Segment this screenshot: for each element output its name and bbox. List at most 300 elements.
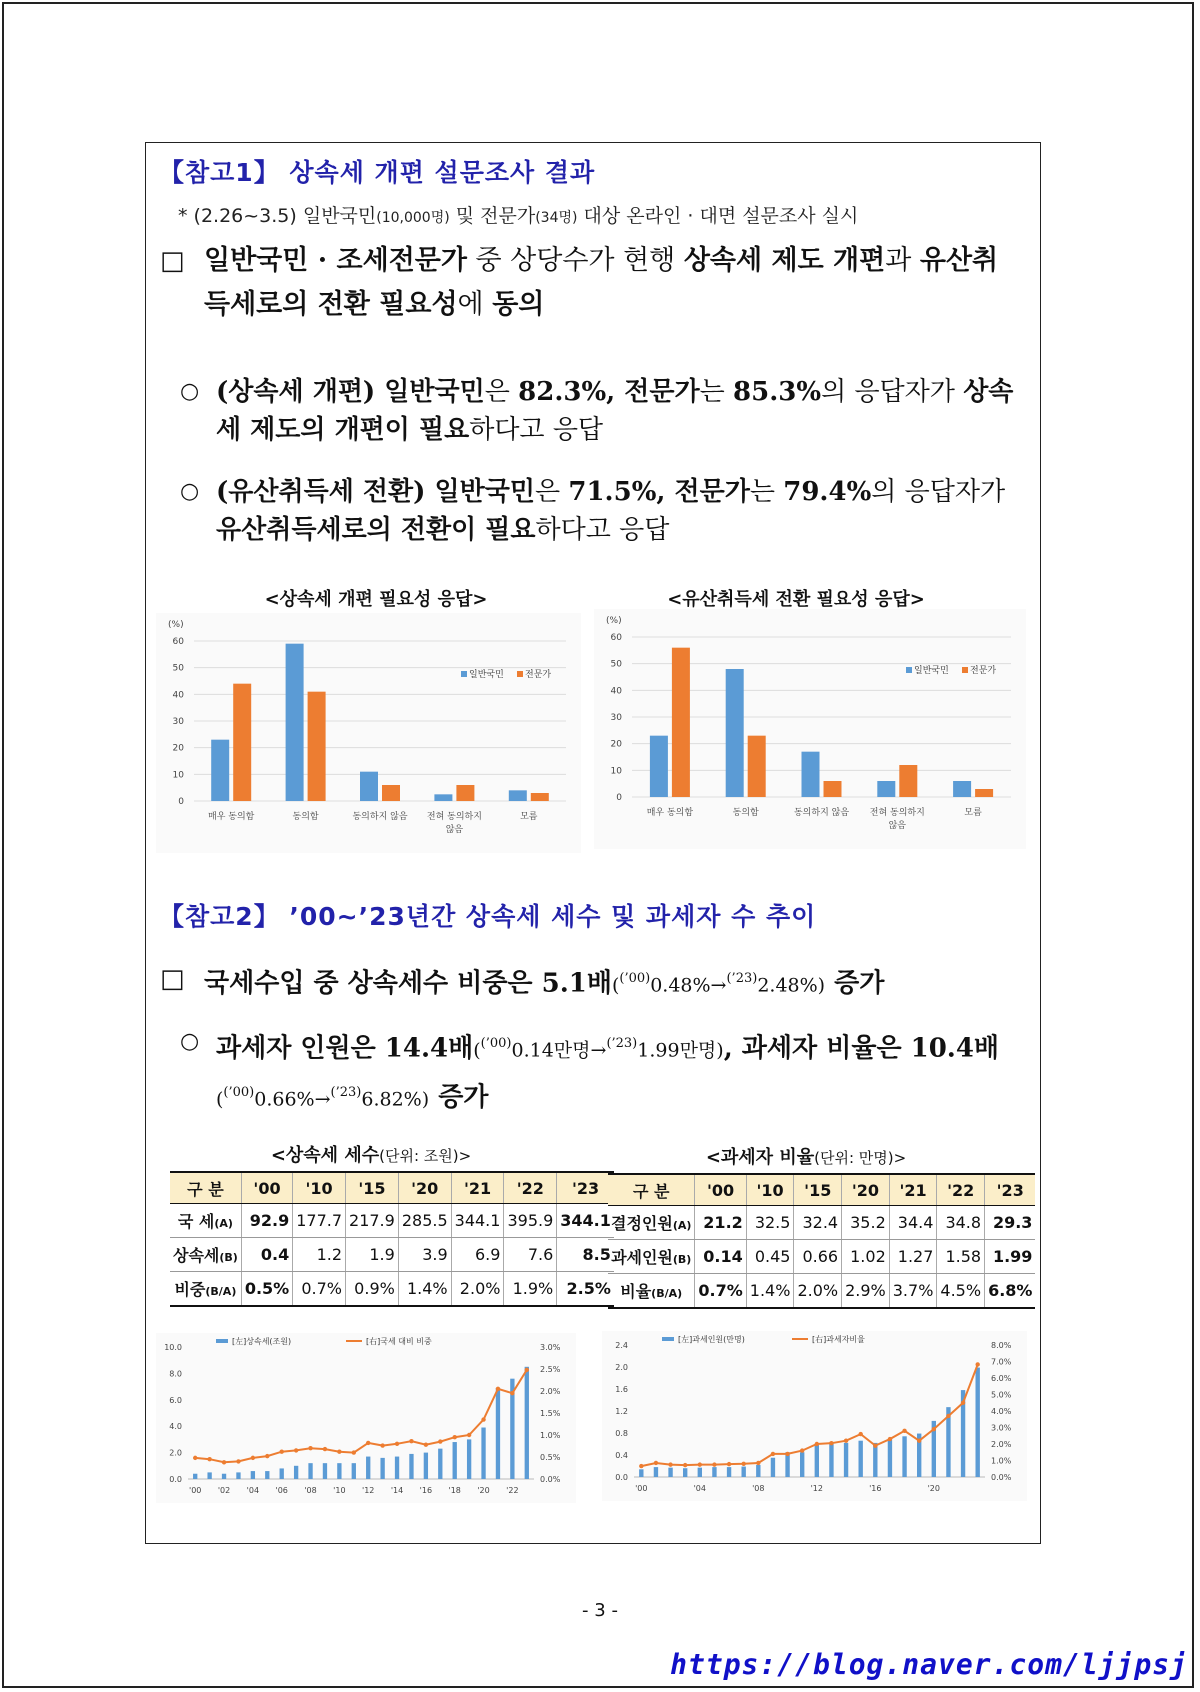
bar-일반국민	[877, 781, 895, 797]
y-unit-label: (%)	[606, 616, 622, 626]
bar	[337, 1463, 341, 1479]
bar	[323, 1463, 327, 1479]
line-point	[438, 1439, 442, 1443]
bar	[902, 1436, 906, 1477]
bar-일반국민	[953, 781, 971, 797]
table-cell: 2.0%	[451, 1272, 504, 1307]
x-tick-label: 매우 동의함	[646, 808, 694, 818]
line-point	[481, 1417, 485, 1421]
line-point	[975, 1362, 979, 1366]
table-cell: 1.9%	[504, 1272, 557, 1307]
ref2-title: 【참고2】 ’00~’23년간 상속세 세수 및 과세자 수 추이	[159, 902, 817, 931]
table-row	[170, 1272, 614, 1307]
main-b3: 유산취득세로의 전환 필요성	[204, 245, 999, 320]
x-tick-label: 동의함	[292, 812, 319, 822]
s1-t3: 의 응답자가	[821, 377, 964, 407]
line-point	[654, 1461, 658, 1465]
y-tick-label: 50	[610, 659, 622, 670]
main-t2: 과	[885, 245, 920, 276]
x-tick-label: '18	[448, 1486, 461, 1495]
y-tick-label: 40	[610, 686, 622, 697]
r2-main-v1: 0.48%→	[650, 974, 727, 997]
bar	[496, 1388, 500, 1479]
line-point	[639, 1464, 643, 1468]
y-right-tick: 7.0%	[991, 1357, 1012, 1367]
line-point	[756, 1461, 760, 1465]
x-tick-label: '04	[246, 1486, 260, 1495]
y-right-tick: 1.0%	[540, 1431, 561, 1440]
s2-t3: 의 응답자가	[871, 477, 1006, 507]
r2-sub-v1: 0.14만명→	[511, 1039, 607, 1062]
y-left-tick: 2.0	[615, 1363, 628, 1372]
table-cell: 34.4	[889, 1206, 937, 1240]
main-t3: 에	[457, 289, 493, 320]
r2-sub-s4: (’23)	[330, 1084, 362, 1100]
y-left-tick: 2.4	[615, 1341, 628, 1350]
table-header: '23	[985, 1174, 1036, 1206]
bar	[352, 1463, 356, 1479]
bar	[800, 1452, 804, 1477]
x-tick-label: '22	[506, 1486, 519, 1495]
table-header: '10	[293, 1172, 346, 1204]
legend-label: [右]과세자비율	[812, 1335, 865, 1344]
r2-sub-p2: (	[216, 1088, 224, 1111]
table-cell: 0.9%	[346, 1272, 399, 1307]
y-right-tick: 1.0%	[991, 1456, 1012, 1466]
bar	[193, 1474, 197, 1479]
main-b1: 일반국민 · 조세전문가	[204, 245, 467, 276]
line-point	[308, 1446, 312, 1450]
table-cell: 1.27	[889, 1240, 937, 1274]
table2-title	[586, 1143, 1026, 1169]
s2-t1: 은	[534, 477, 569, 507]
table-header: '15	[794, 1174, 842, 1206]
table-cell: 92.9	[241, 1204, 292, 1238]
line-point	[741, 1462, 745, 1466]
y-right-tick: 3.0%	[991, 1423, 1012, 1433]
chart1-title: <상속세 개편 필요성 응답>	[264, 589, 488, 610]
table-cell: 34.8	[937, 1206, 985, 1240]
x-tick-label: 모름	[520, 812, 538, 822]
table-header: '21	[451, 1172, 504, 1204]
bar	[308, 1463, 312, 1479]
bar	[294, 1466, 298, 1479]
bar-일반국민	[286, 644, 304, 801]
tax-revenue-trend-chart	[156, 1333, 576, 1503]
s2-b4: 유산취득세로의 전환이 필요	[216, 515, 536, 545]
r2-sub-v3: 0.66%→	[254, 1088, 331, 1111]
table-header: '23	[557, 1172, 614, 1204]
x-tick-label: '08	[752, 1484, 765, 1493]
y-tick-label: 60	[610, 633, 622, 643]
y-right-tick: 6.0%	[991, 1374, 1012, 1383]
line-point	[294, 1448, 298, 1452]
s1-b2: 82.3%, 전문가	[518, 377, 700, 407]
bar-전문가	[382, 785, 400, 801]
row-label: 과세인원(B)	[608, 1240, 695, 1274]
bar	[525, 1367, 529, 1479]
y-left-tick: 8.0	[169, 1369, 182, 1379]
line-point	[395, 1442, 399, 1446]
line-point	[323, 1447, 327, 1451]
x-tick-label: '16	[869, 1484, 882, 1493]
x-tick-label: 않음	[445, 825, 464, 835]
table-cell: 0.66	[794, 1240, 842, 1274]
line-point	[222, 1460, 226, 1464]
line-point	[727, 1462, 731, 1466]
bar	[858, 1441, 862, 1477]
legend-swatch	[216, 1339, 228, 1343]
blog-url[interactable]: https://blog.naver.com/ljjpsj	[670, 1648, 1188, 1681]
table-cell: 29.3	[985, 1206, 1036, 1240]
bar	[222, 1474, 226, 1479]
x-tick-label: '14	[390, 1486, 404, 1495]
table-header: 구 분	[608, 1174, 695, 1206]
line-point	[453, 1435, 457, 1439]
ratio-line	[641, 1364, 977, 1466]
bar-전문가	[531, 793, 549, 801]
x-tick-label: '10	[333, 1486, 346, 1495]
y-right-tick: 2.5%	[540, 1365, 561, 1374]
note-a: (10,000명)	[376, 210, 450, 226]
y-right-tick: 4.0%	[991, 1407, 1012, 1416]
table2-unit: (단위: 만명)>	[814, 1149, 907, 1167]
y-right-tick: 1.5%	[540, 1409, 561, 1418]
x-tick-label: 않음	[888, 821, 906, 831]
legend-label: [左]과세인원(만명)	[678, 1335, 745, 1344]
table-cell: 0.14	[695, 1240, 746, 1274]
y-left-tick: 1.2	[615, 1407, 628, 1416]
s2-t2: 는	[749, 477, 784, 507]
ref2-sub-point	[216, 1023, 1031, 1120]
table2-title-text: <과세자 비율	[705, 1147, 815, 1168]
line-point	[265, 1454, 269, 1458]
s1-b4: 상속세 제도의 개편이 필요	[216, 377, 1014, 445]
line-point	[946, 1414, 950, 1418]
note-b: (34명)	[535, 210, 578, 226]
bar	[712, 1467, 716, 1477]
square-bullet: □	[160, 964, 185, 994]
row-label: 비중(B/A)	[170, 1272, 241, 1307]
page-number: - 3 -	[582, 1600, 618, 1621]
line-point	[932, 1427, 936, 1431]
taxpayer-trend-chart	[602, 1331, 1027, 1501]
row-label: 국 세(A)	[170, 1204, 241, 1238]
table-row	[608, 1274, 1035, 1309]
table-cell: 35.2	[842, 1206, 890, 1240]
r2-sub-b4: 증가	[429, 1082, 489, 1113]
bar	[815, 1445, 819, 1477]
table-header: '21	[889, 1174, 937, 1206]
s2-t4: 하다고 응답	[535, 515, 670, 545]
x-tick-label: '04	[693, 1484, 707, 1493]
x-tick-label: '16	[419, 1486, 433, 1495]
ref1-sub-point-2	[216, 473, 1031, 549]
s1-t2: 는	[699, 377, 734, 407]
y-right-tick: 2.0%	[540, 1387, 561, 1396]
circle-bullet: ○	[180, 379, 200, 404]
main-b4: 동의	[492, 289, 545, 320]
table-cell: 1.02	[842, 1240, 890, 1274]
legend-label: 일반국민	[469, 670, 504, 680]
inheritance-tax-revenue-table	[170, 1171, 614, 1307]
x-tick-label: '20	[927, 1484, 941, 1493]
r2-main-b2: 증가	[825, 968, 885, 999]
x-tick-label: 모름	[964, 808, 982, 818]
line-point	[193, 1456, 197, 1460]
bar-전문가	[899, 765, 917, 797]
y-tick-label: 20	[610, 739, 622, 750]
row-label: 결정인원(A)	[608, 1206, 695, 1240]
bar	[888, 1439, 892, 1477]
bar	[844, 1443, 848, 1477]
x-tick-label: 동의함	[732, 808, 759, 818]
table-cell: 0.5%	[241, 1272, 292, 1307]
line-point	[380, 1443, 384, 1447]
y-right-tick: 3.0%	[540, 1343, 561, 1352]
table-cell: 1.4%	[746, 1274, 794, 1309]
line-point	[207, 1457, 211, 1461]
x-tick-label: '20	[477, 1486, 490, 1495]
table-cell: 0.7%	[293, 1272, 346, 1307]
bar-전문가	[672, 648, 690, 797]
line-point	[917, 1439, 921, 1443]
legend-swatch	[962, 667, 968, 673]
x-tick-label: '02	[217, 1486, 231, 1495]
y-left-tick: 0.4	[615, 1451, 628, 1460]
r2-sub-v4: 6.82%)	[361, 1088, 430, 1111]
s1-t1: 은	[484, 377, 519, 407]
legend-swatch	[517, 671, 523, 677]
y-left-tick: 0.0	[615, 1473, 628, 1482]
legend-label: 전문가	[970, 666, 997, 676]
bar	[236, 1472, 240, 1479]
row-label: 비율(B/A)	[608, 1274, 695, 1309]
legend-swatch	[461, 671, 467, 677]
line-point	[815, 1442, 819, 1446]
table-cell: 2.9%	[842, 1274, 890, 1309]
bar-전문가	[975, 789, 993, 797]
circle-bullet: ○	[180, 479, 200, 504]
legend-label: [右]국세 대비 비중	[366, 1337, 432, 1346]
y-left-tick: 0.0	[169, 1475, 182, 1484]
table-cell: 1.2	[293, 1238, 346, 1272]
table-cell: 217.9	[346, 1204, 399, 1238]
r2-main-s1: (’00)	[619, 971, 651, 986]
table-header: '20	[398, 1172, 451, 1204]
line-point	[510, 1391, 514, 1395]
bar-전문가	[824, 781, 842, 797]
s2-b1: (유산취득세 전환) 일반국민	[216, 477, 535, 507]
row-label: 상속세(B)	[170, 1238, 241, 1272]
legend-swatch	[906, 667, 912, 673]
r2-main-s2: (’23)	[726, 971, 758, 986]
table-cell: 344.1	[451, 1204, 504, 1238]
table-cell: 2.0%	[794, 1274, 842, 1309]
y-tick-label: 0	[616, 793, 622, 803]
bar	[438, 1449, 442, 1479]
table-cell: 8.5	[557, 1238, 614, 1272]
bar	[975, 1368, 979, 1477]
y-tick-label: 60	[172, 637, 184, 647]
bar	[409, 1454, 413, 1479]
y-tick-label: 10	[610, 766, 622, 777]
table-header: '20	[842, 1174, 890, 1206]
bar	[639, 1469, 643, 1477]
y-tick-label: 50	[172, 663, 184, 674]
table-cell: 1.58	[937, 1240, 985, 1274]
bar	[741, 1467, 745, 1477]
table-row	[170, 1204, 614, 1238]
s1-t4: 하다고 응답	[469, 415, 604, 445]
bar	[756, 1465, 760, 1477]
r2-sub-b3: 10.4배	[910, 1033, 1000, 1064]
circle-bullet: ○	[180, 1029, 200, 1054]
table-cell: 3.7%	[889, 1274, 937, 1309]
table-cell: 32.5	[746, 1206, 794, 1240]
line-point	[771, 1452, 775, 1456]
x-tick-label: '12	[810, 1484, 824, 1493]
bar	[654, 1467, 658, 1477]
bar	[366, 1457, 370, 1479]
y-tick-label: 10	[172, 770, 184, 781]
y-unit-label: (%)	[168, 620, 184, 630]
bar	[207, 1472, 211, 1479]
bar-일반국민	[211, 740, 229, 801]
table-header: '00	[241, 1172, 292, 1204]
line-point	[280, 1450, 284, 1454]
reference-box	[145, 142, 1041, 1544]
r2-sub-s2: (’23)	[606, 1036, 638, 1051]
bar-전문가	[748, 736, 766, 797]
note-suffix: 대상 온라인 · 대면 설문조사 실시	[583, 205, 859, 227]
s1-b3: 85.3%	[733, 377, 822, 407]
line-point	[829, 1441, 833, 1445]
table1-title	[166, 1141, 576, 1167]
table-cell: 6.8%	[985, 1274, 1036, 1309]
legend-swatch	[662, 1337, 674, 1341]
bar	[265, 1471, 269, 1479]
table-cell: 0.4	[241, 1238, 292, 1272]
table-cell: 21.2	[695, 1206, 746, 1240]
note-mid: 및 전문가	[455, 205, 536, 227]
table1-title-text: <상속세 세수	[270, 1145, 380, 1166]
y-right-tick: 8.0%	[991, 1341, 1012, 1350]
y-left-tick: 0.8	[615, 1429, 628, 1438]
bar-일반국민	[509, 790, 527, 801]
bar	[453, 1442, 457, 1479]
table-header: '22	[937, 1174, 985, 1206]
ref2-main-point	[204, 957, 1024, 1008]
x-tick-label: '06	[275, 1486, 288, 1495]
line-point	[873, 1443, 877, 1447]
table-header: '00	[695, 1174, 746, 1206]
r2-main-v2: 2.48%)	[757, 974, 826, 997]
bar-일반국민	[802, 752, 820, 797]
bar-일반국민	[726, 669, 744, 797]
legend-label: 전문가	[525, 670, 552, 680]
line-point	[712, 1462, 716, 1466]
bar	[481, 1428, 485, 1479]
main-b2: 상속세 제도 개편	[683, 245, 886, 276]
s2-b3: 79.4%	[783, 477, 872, 507]
y-tick-label: 20	[172, 743, 184, 754]
y-left-tick: 10.0	[164, 1343, 182, 1352]
table-cell: 395.9	[504, 1204, 557, 1238]
table1-unit: (단위: 조원)>	[379, 1147, 472, 1165]
line-point	[467, 1433, 471, 1437]
ref1-main-point	[204, 239, 1024, 327]
y-tick-label: 30	[172, 717, 184, 727]
x-tick-label: '12	[362, 1486, 375, 1495]
survey-chart-transition	[594, 609, 1026, 849]
r2-sub-b1: 과세자 인원은 14.4배	[216, 1033, 474, 1064]
line-point	[337, 1450, 341, 1454]
bar	[683, 1468, 687, 1477]
ref1-sub-point-1	[216, 373, 1031, 449]
bar-일반국민	[434, 794, 452, 801]
table-cell: 344.1	[557, 1204, 614, 1238]
bar-일반국민	[360, 772, 378, 801]
legend-label: [左]상속세(조원)	[232, 1337, 292, 1346]
line-point	[236, 1459, 240, 1463]
x-tick-label: 동의하지 않음	[352, 812, 408, 822]
note-prefix: * (2.26~3.5) 일반국민	[178, 205, 377, 227]
ratio-line	[195, 1370, 527, 1462]
y-right-tick: 0.0%	[991, 1473, 1012, 1482]
line-point	[409, 1439, 413, 1443]
square-bullet: □	[160, 246, 185, 276]
y-right-tick: 0.5%	[540, 1453, 561, 1462]
table-row	[170, 1238, 614, 1272]
main-t1: 중 상당수가 현행	[466, 245, 684, 276]
bar	[829, 1444, 833, 1477]
table-cell: 3.9	[398, 1238, 451, 1272]
y-tick-label: 0	[178, 797, 184, 807]
x-tick-label: 매우 동의함	[208, 812, 255, 822]
table-cell: 6.9	[451, 1238, 504, 1272]
y-left-tick: 1.6	[615, 1385, 628, 1394]
chart2-title: <유산취득세 전환 필요성 응답>	[667, 589, 925, 610]
bar-일반국민	[650, 736, 668, 797]
line-point	[785, 1452, 789, 1456]
y-left-tick: 2.0	[169, 1448, 182, 1458]
bar	[251, 1471, 255, 1479]
line-point	[251, 1456, 255, 1460]
x-tick-label: '08	[304, 1486, 317, 1495]
y-tick-label: 30	[610, 713, 622, 723]
y-right-tick: 0.0%	[540, 1475, 561, 1484]
bar	[698, 1468, 702, 1477]
table-row	[608, 1240, 1035, 1274]
line-point	[668, 1462, 672, 1466]
y-right-tick: 5.0%	[991, 1390, 1012, 1400]
line-point	[366, 1441, 370, 1445]
line-point	[496, 1387, 500, 1391]
line-point	[888, 1437, 892, 1441]
table-cell: 7.6	[504, 1238, 557, 1272]
taxpayer-ratio-table	[608, 1173, 1035, 1309]
x-tick-label: '00	[635, 1484, 648, 1493]
s1-b1: (상속세 개편) 일반국민	[216, 377, 485, 407]
table-cell: 0.45	[746, 1240, 794, 1274]
bar	[424, 1453, 428, 1479]
y-right-tick: 2.0%	[991, 1440, 1012, 1449]
x-tick-label: 전혀 동의하지	[426, 812, 482, 822]
r2-sub-b2: , 과세자 비율은	[723, 1033, 911, 1064]
survey-chart-reform	[156, 613, 581, 853]
bar	[467, 1439, 471, 1479]
